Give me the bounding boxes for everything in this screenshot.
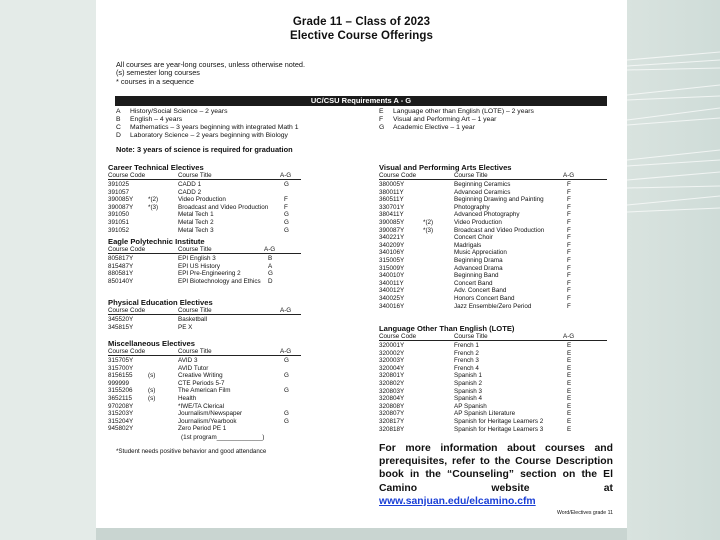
section-title: Physical Education Electives [108, 298, 213, 307]
requirement-line [379, 116, 496, 124]
table-row [379, 219, 607, 227]
course-title: French 4 [454, 364, 479, 372]
course-ag: F [567, 226, 571, 234]
table-row [108, 211, 301, 219]
requirement-line [379, 124, 475, 132]
course-code: 390087Y [379, 226, 405, 234]
course-title: *IWE/TA Clerical [178, 402, 225, 410]
column-header-code: Course Code [108, 172, 146, 179]
column-header-row [108, 348, 301, 356]
course-ag: E [567, 357, 572, 365]
table-row [379, 242, 607, 250]
table-row [379, 257, 607, 265]
course-title: Advanced Drama [454, 264, 503, 272]
course-code: 315204Y [108, 417, 134, 425]
course-mark: *(2) [148, 196, 159, 204]
course-title: French 1 [454, 342, 479, 349]
course-code: 391051 [108, 219, 130, 226]
course-ag: A [268, 262, 273, 270]
course-code: 320807Y [379, 410, 405, 418]
course-code: 320001Y [379, 342, 405, 349]
column-header-title: Course Title [178, 172, 212, 179]
requirement-code: F [379, 116, 384, 123]
course-code: 391057 [108, 188, 130, 196]
course-code: 320802Y [379, 380, 405, 387]
course-code: 340025Y [379, 295, 405, 302]
course-ag: G [268, 270, 273, 278]
course-ag: F [567, 211, 571, 219]
last-program-line: (1st program_____________) [181, 434, 265, 441]
course-code: 360511Y [379, 196, 404, 204]
column-header-row [108, 246, 301, 254]
course-title: The American Film [178, 387, 231, 395]
course-title: EPI Pre-Engineering 2 [178, 270, 241, 278]
requirement-line [116, 132, 288, 140]
course-ag: G [284, 372, 289, 380]
document-page [96, 0, 627, 528]
course-ag: F [567, 234, 571, 242]
course-title: Broadcast and Video Production [454, 226, 545, 234]
requirement-code: B [116, 116, 121, 123]
course-title: Advanced Photography [454, 211, 520, 219]
course-ag: F [284, 196, 288, 204]
course-title: French 2 [454, 349, 479, 357]
course-title: Madrigals [454, 241, 482, 249]
table-row [108, 410, 301, 418]
requirement-line [116, 124, 299, 132]
intro-notes [116, 61, 305, 86]
column-header-code: Course Code [379, 172, 417, 179]
course-code: 320803Y [379, 387, 405, 395]
requirement-text: English – 4 years [130, 116, 183, 123]
course-title: AVID 3 [178, 357, 198, 364]
table-row [379, 303, 607, 311]
course-title: AP Spanish [454, 402, 487, 410]
science-note: Note: 3 years of science is required for graduation [116, 145, 293, 154]
table-row [379, 189, 607, 197]
requirement-code: D [116, 132, 121, 139]
course-ag: F [567, 295, 571, 302]
course-ag: F [567, 181, 571, 188]
table-row [379, 388, 607, 396]
course-ag: G [284, 219, 289, 226]
course-code: 320808Y [379, 402, 405, 410]
course-code: 315705Y [108, 357, 134, 364]
course-ag: G [284, 226, 289, 234]
column-header-ag: A-G [563, 172, 575, 179]
table-row [108, 219, 301, 227]
course-code: 320818Y [379, 425, 405, 433]
table-row [108, 380, 301, 388]
course-title: Metal Tech 1 [178, 211, 214, 219]
course-ag: F [567, 272, 571, 280]
course-title: Video Production [178, 196, 226, 204]
course-code: 320804Y [379, 395, 405, 403]
table-row [108, 403, 301, 411]
course-ag: F [567, 279, 571, 287]
course-code: 8156155 [108, 372, 133, 380]
column-header-ag: A-G [280, 172, 292, 179]
table-row [379, 181, 607, 189]
table-row [379, 380, 607, 388]
course-ag: E [567, 387, 572, 395]
column-header-ag: A-G [280, 307, 292, 314]
course-code: 320801Y [379, 372, 405, 380]
column-header-row [379, 333, 607, 341]
table-row [108, 372, 301, 380]
course-ag: F [567, 249, 571, 257]
table-row [108, 263, 301, 271]
course-code: 945802Y [108, 425, 134, 433]
course-ag: G [284, 387, 289, 395]
course-ag: G [284, 181, 289, 188]
course-title: Adv. Concert Band [454, 287, 507, 295]
course-code: 320004Y [379, 364, 405, 372]
column-header-title: Course Title [454, 172, 488, 179]
footnote: *Student needs positive behavior and good attendance [116, 448, 267, 455]
table-row [379, 410, 607, 418]
course-title: Spanish 3 [454, 387, 483, 395]
course-title: EPI US History [178, 262, 220, 270]
course-ag: F [567, 188, 571, 196]
course-code: 3652115 [108, 395, 133, 402]
table-row [379, 249, 607, 257]
table-row [379, 350, 607, 358]
course-code: 315009Y [379, 264, 405, 272]
column-header-title: Course Title [454, 333, 488, 340]
course-ag: E [567, 425, 572, 433]
course-ag: E [567, 418, 572, 425]
course-mark: *(3) [148, 203, 159, 211]
column-header-code: Course Code [108, 246, 146, 253]
requirement-code: G [379, 124, 385, 131]
course-title: CADD 1 [178, 181, 202, 188]
course-code: 380011Y [379, 188, 404, 196]
table-row [108, 357, 301, 365]
course-title: Photography [454, 203, 490, 211]
course-title: Beginning Ceramics [454, 181, 511, 188]
course-title: Concert Band [454, 279, 493, 287]
course-code: 340012Y [379, 287, 405, 295]
course-ag: F [567, 302, 571, 310]
course-code: 315203Y [108, 410, 134, 418]
table-row [108, 270, 301, 278]
table-row [108, 255, 301, 263]
course-ag: G [284, 211, 289, 219]
table-row [108, 395, 301, 403]
course-title: Spanish 4 [454, 395, 483, 403]
page-shadow [96, 528, 627, 540]
course-code: 340221Y [379, 234, 405, 242]
course-mark: (s) [148, 372, 156, 380]
table-row [108, 278, 301, 286]
course-ag: E [567, 364, 572, 372]
course-code: 380005Y [379, 181, 405, 188]
course-code: 315005Y [379, 257, 405, 264]
course-ag: E [567, 395, 572, 403]
course-ag: F [567, 241, 571, 249]
column-header-code: Course Code [108, 307, 146, 314]
table-row [379, 227, 607, 235]
table-row [108, 189, 301, 197]
section-title: Career Technical Electives [108, 163, 204, 172]
column-header-title: Course Title [178, 246, 212, 253]
course-title: Concert Choir [454, 234, 493, 242]
column-header-title: Course Title [178, 307, 212, 314]
course-title: Video Production [454, 219, 502, 226]
more-info-block [379, 442, 613, 508]
section-title: Language Other Than English (LOTE) [379, 324, 515, 333]
course-code: 340106Y [379, 249, 405, 257]
table-row [379, 204, 607, 212]
requirement-code: E [379, 108, 384, 115]
table-row [108, 324, 301, 332]
table-row [379, 280, 607, 288]
column-header-ag: A-G [280, 348, 292, 355]
requirement-line [379, 108, 534, 116]
table-row [379, 287, 607, 295]
course-ag: F [567, 287, 571, 295]
course-ag: E [567, 402, 572, 410]
course-mark: *(3) [423, 226, 434, 234]
footer-file-name: Word/Electives grade 11 [556, 510, 613, 516]
requirement-text: Academic Elective – 1 year [393, 124, 475, 131]
column-header-row [379, 172, 607, 180]
course-title: Beginning Band [454, 272, 499, 280]
course-code: 340209Y [379, 241, 405, 249]
course-code: 320817Y [379, 418, 405, 425]
requirement-text: Laboratory Science – 2 years beginning with Biology [130, 132, 288, 139]
uc-requirements-bar: UC/CSU Requirements A - G [115, 96, 607, 106]
more-info-text: For more information about courses and prerequisites, refer to the Course Description book in the “Counseling” section on the El Camino website at [379, 443, 613, 494]
course-title: French 3 [454, 357, 479, 365]
course-code: 3155206 [108, 387, 133, 395]
course-code: 390087Y [108, 203, 134, 211]
page-subtitle: Elective Course Offerings [289, 30, 434, 42]
course-ag: F [567, 219, 571, 226]
course-mark: (s) [148, 387, 156, 395]
section-title: Miscellaneous Electives [108, 339, 195, 348]
course-title: Journalism/Newspaper [178, 410, 243, 418]
table-row [108, 425, 301, 433]
course-title: Basketball [178, 316, 208, 323]
course-title: Honors Concert Band [454, 295, 515, 302]
table-row [379, 234, 607, 242]
course-ag: G [284, 410, 289, 418]
course-mark: *(2) [423, 219, 434, 226]
column-header-row [108, 307, 301, 315]
table-row [379, 426, 607, 434]
column-header-code: Course Code [379, 333, 417, 340]
table-row [108, 316, 301, 324]
course-title: Metal Tech 3 [178, 226, 214, 234]
course-code: 320002Y [379, 349, 405, 357]
course-ag: G [284, 417, 289, 425]
course-ag: F [567, 203, 571, 211]
course-ag: D [268, 277, 273, 285]
table-row [379, 196, 607, 204]
table-row [379, 365, 607, 373]
course-code: 815487Y [108, 262, 134, 270]
course-title: Zero Period PE 1 [178, 425, 227, 433]
course-code: 850140Y [108, 277, 134, 285]
course-title: AVID Tutor [178, 364, 209, 372]
course-title: EPI English 3 [178, 255, 216, 262]
course-ag: E [567, 349, 572, 357]
course-ag: F [567, 264, 571, 272]
course-title: Health [178, 395, 197, 402]
course-code: 315700Y [108, 364, 134, 372]
course-title: Creative Writing [178, 372, 223, 380]
requirement-text: Mathematics – 3 years beginning with integrated Math 1 [130, 124, 299, 131]
course-code: 340010Y [379, 272, 405, 280]
slide-background-right [627, 0, 720, 540]
course-title: Broadcast and Video Production [178, 203, 269, 211]
column-header-code: Course Code [108, 348, 146, 355]
course-code: 320003Y [379, 357, 405, 365]
course-code: 340016Y [379, 302, 405, 310]
table-row [108, 387, 301, 395]
course-ag: B [268, 255, 273, 262]
course-title: Beginning Drawing and Painting [454, 196, 544, 204]
course-code: 345815Y [108, 323, 134, 331]
page-title: Grade 11 – Class of 2023 [292, 16, 431, 28]
decorative-lines-graphic [627, 0, 720, 540]
course-code: 999999 [108, 379, 130, 387]
intro-line: * courses in a sequence [116, 76, 194, 86]
section-title: Eagle Polytechnic Institute [108, 237, 205, 246]
column-header-ag: A-G [264, 246, 276, 253]
table-row [108, 365, 301, 373]
course-code: 390085Y [379, 219, 405, 226]
course-ag: F [284, 203, 288, 211]
section-title: Visual and Performing Arts Electives [379, 163, 512, 172]
course-ag: E [567, 372, 572, 380]
course-title: Spanish for Heritage Learners 2 [454, 418, 544, 425]
column-header-row [108, 172, 301, 180]
course-title: Journalism/Yearbook [178, 417, 237, 425]
table-row [379, 357, 607, 365]
course-code: 390085Y [108, 196, 134, 204]
course-title: EPI Biotechnology and Ethics [178, 277, 261, 285]
course-ag: E [567, 342, 572, 349]
table-row [108, 418, 301, 426]
table-row [379, 403, 607, 411]
table-row [379, 395, 607, 403]
table-row [379, 265, 607, 273]
column-header-title: Course Title [178, 348, 212, 355]
slide-background-left [0, 0, 96, 540]
course-title: Music Appreciation [454, 249, 507, 257]
table-row [108, 204, 301, 212]
requirement-line [116, 116, 182, 124]
course-ag: F [567, 196, 571, 204]
requirement-line [116, 108, 227, 116]
table-row [379, 211, 607, 219]
course-code: 880581Y [108, 270, 134, 278]
course-code: 345520Y [108, 316, 134, 323]
course-ag: G [284, 357, 289, 364]
course-title: Jazz Ensemble/Zero Period [454, 302, 532, 310]
intro-line: (s) semester long courses [116, 68, 200, 78]
column-header-ag: A-G [563, 333, 575, 340]
course-code: 805817Y [108, 255, 134, 262]
table-row [108, 181, 301, 189]
course-ag: E [567, 380, 572, 387]
requirement-code: C [116, 124, 121, 131]
website-link[interactable]: www.sanjuan.edu/elcamino.cfm [379, 495, 536, 507]
table-row [379, 295, 607, 303]
course-title: Spanish for Heritage Learners 3 [454, 425, 544, 433]
course-title: Spanish 2 [454, 380, 483, 387]
course-title: Spanish 1 [454, 372, 483, 380]
table-row [108, 196, 301, 204]
requirement-text: History/Social Science – 2 years [130, 108, 228, 115]
course-title: Beginning Drama [454, 257, 503, 264]
course-code: 391052 [108, 226, 130, 234]
requirement-code: A [116, 108, 121, 115]
course-code: 970208Y [108, 402, 134, 410]
course-title: CTE Periods 5-7 [178, 379, 225, 387]
course-code: 330701Y [379, 203, 405, 211]
course-code: 380411Y [379, 211, 404, 219]
course-code: 391025 [108, 181, 130, 188]
table-row [108, 227, 301, 235]
intro-line: All courses are year-long courses, unless otherwise noted. [116, 60, 306, 69]
requirement-text: Visual and Performing Art – 1 year [393, 116, 497, 123]
course-title: Advanced Ceramics [454, 188, 511, 196]
course-title: CADD 2 [178, 188, 202, 196]
course-code: 340011Y [379, 279, 404, 287]
course-title: Metal Tech 2 [178, 219, 214, 226]
course-ag: E [567, 410, 572, 418]
course-code: 391050 [108, 211, 130, 219]
requirement-text: Language other than English (LOTE) – 2 years [393, 108, 534, 115]
course-title: AP Spanish Literature [454, 410, 516, 418]
table-row [379, 372, 607, 380]
table-row [379, 418, 607, 426]
table-row [379, 342, 607, 350]
table-row [379, 272, 607, 280]
course-mark: (s) [148, 395, 156, 402]
course-ag: F [567, 257, 571, 264]
course-title: PE X [178, 323, 193, 331]
